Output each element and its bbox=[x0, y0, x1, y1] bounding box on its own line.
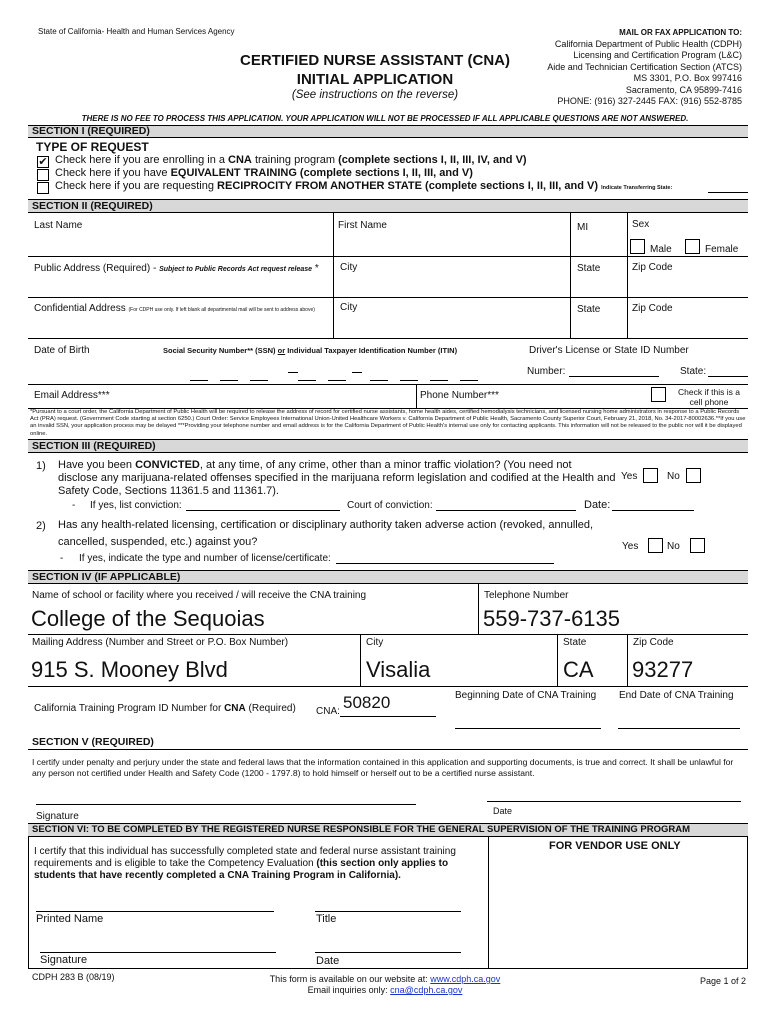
form-title: CERTIFIED NURSE ASSISTANT (CNA) bbox=[240, 52, 510, 69]
section2-heading: SECTION II (REQUIRED) bbox=[28, 199, 748, 213]
mail-line: Aide and Technician Certification Section (ATCS) bbox=[547, 61, 742, 72]
rn-date-field[interactable] bbox=[315, 952, 461, 953]
mailing-address-value[interactable]: 915 S. Mooney Blvd bbox=[31, 657, 228, 682]
label-text: Confidential Address bbox=[34, 303, 129, 314]
dob-label: Date of Birth bbox=[34, 345, 90, 356]
footer-text: Email inquiries only: bbox=[307, 985, 391, 995]
cell-phone-label: Check if this is a cell phone bbox=[678, 387, 740, 407]
rn-signature-label: Signature bbox=[40, 954, 88, 966]
license-type-field[interactable] bbox=[336, 563, 554, 564]
label-text: Individual Taxpayer Identification Number (ITIN) bbox=[285, 346, 458, 355]
pra-note: Subject to Public Records Act request release bbox=[159, 266, 313, 273]
last-name-label: Last Name bbox=[34, 220, 83, 231]
city-label: City bbox=[340, 262, 358, 273]
legal-footnote: *Pursuant to a court order, the California Department of Public Health will be required to release the address of record for certified nurse assistants, home health aides, certified hemodialysis technicians, and licensed nursing home administrators in response to a Public Records Act (PRA) request. (Government Code starting at section 6250.) Court Order: Service Employees International Union-United Healthcare Workers v. California Department of Public Health, Sacramento County Superior Court, February 21, 2018, No. 34-2017-80002636.**If you use an invalid SSN, your application process may be delayed ***Providing your telephone number and email address is for the California Department of Public Health's internal use only for contacting applicants. This information will not be released to the public nor will it be displayed online. bbox=[30, 409, 746, 437]
rn-certification-text bbox=[34, 846, 484, 882]
q-text: Have you been bbox=[58, 459, 136, 471]
opt-bold: (complete sections I, II, III, IV, and V) bbox=[338, 154, 527, 166]
mail-line: Sacramento, CA 95899-7416 bbox=[625, 84, 742, 95]
end-date-field[interactable] bbox=[618, 728, 740, 729]
begin-date-label: Beginning Date of CNA Training bbox=[455, 690, 597, 701]
dl-number-label: Number: bbox=[527, 366, 566, 377]
first-name-label: First Name bbox=[338, 220, 387, 231]
female-checkbox[interactable] bbox=[685, 239, 700, 254]
city-label: City bbox=[366, 637, 384, 648]
mail-line: Licensing and Certification Program (L&C) bbox=[573, 50, 742, 60]
mi-label: MI bbox=[577, 222, 589, 233]
printed-name-field[interactable] bbox=[36, 911, 274, 912]
telephone-value[interactable]: 559-737-6135 bbox=[483, 606, 621, 631]
certification-text: I certify under penalty and perjury under the state and federal laws that the information contained in this application and supporting documents, is true and correct. It shall be unlawful for any person not certified under Health and Safety Code (1200 - 1797.8) to hold himself or herself out to be a certified nurse assistant. bbox=[32, 757, 734, 778]
section3-heading: SECTION III (REQUIRED) bbox=[28, 439, 748, 453]
list-conviction-label: If yes, list conviction: bbox=[90, 500, 182, 511]
school-name-label: Name of school or facility where you received / will receive the CNA training bbox=[32, 590, 367, 601]
reciprocity-checkbox[interactable] bbox=[37, 182, 49, 194]
form-id: CDPH 283 B (08/19) bbox=[32, 972, 115, 982]
q-text: Safety Code, Sections 11361.5 and 11361.7). bbox=[58, 485, 279, 497]
license-type-label: If yes, indicate the type and number of license/certificate: bbox=[79, 553, 331, 564]
equivalent-training-checkbox[interactable] bbox=[37, 169, 49, 181]
date-field[interactable] bbox=[487, 801, 741, 802]
website-line bbox=[0, 974, 770, 984]
email-link[interactable]: cna@cdph.ca.gov bbox=[390, 985, 463, 995]
bullet-dash: - bbox=[72, 500, 76, 511]
zip-label: Zip Code bbox=[632, 303, 673, 314]
conviction-date-label: Date: bbox=[584, 499, 611, 511]
label-bold: CNA bbox=[224, 703, 246, 714]
zip-value[interactable]: 93277 bbox=[632, 657, 694, 682]
label-text: Public Address (Required) - bbox=[34, 263, 160, 274]
asterisk: * bbox=[314, 263, 319, 274]
mail-line: California Department of Public Health (CDPH) bbox=[554, 38, 742, 49]
q2-yes-label: Yes bbox=[622, 541, 639, 552]
cert-bold-line: students that have recently completed a CNA Training Program in California). bbox=[34, 870, 401, 881]
court-field[interactable] bbox=[436, 510, 576, 511]
opt-bold: EQUIVALENT TRAINING (complete sections I, II, III, and V) bbox=[170, 167, 473, 179]
transferring-state-field[interactable] bbox=[708, 192, 748, 193]
drivers-license-label: Driver's License or State ID Number bbox=[529, 345, 689, 356]
label-text: Social Security Number** (SSN) bbox=[163, 346, 278, 355]
cell-phone-checkbox[interactable] bbox=[651, 387, 666, 402]
signature-field[interactable] bbox=[36, 804, 416, 805]
zip-label: Zip Code bbox=[632, 262, 673, 273]
public-address-label bbox=[34, 263, 319, 274]
ssn-label bbox=[163, 346, 457, 355]
dl-state-label: State: bbox=[680, 366, 707, 377]
cna-prefix: CNA: bbox=[316, 706, 340, 717]
label-text: (Required) bbox=[245, 703, 296, 714]
date-label: Date bbox=[493, 806, 513, 816]
bullet-dash: - bbox=[60, 553, 64, 564]
court-of-conviction-label: Court of conviction: bbox=[347, 500, 433, 511]
state-label: State bbox=[563, 637, 587, 648]
q2-no-checkbox[interactable] bbox=[690, 538, 705, 553]
city-value[interactable]: Visalia bbox=[366, 657, 431, 682]
city-label: City bbox=[340, 302, 358, 313]
training-program-id-value[interactable]: 50820 bbox=[343, 693, 391, 712]
email-line bbox=[0, 985, 770, 995]
dl-state-field[interactable] bbox=[708, 376, 748, 377]
page-number: Page 1 of 2 bbox=[699, 976, 746, 986]
cert-line: I certify that this individual has successfully completed state and federal nurse assistant training bbox=[34, 846, 456, 857]
opt-bold: CNA bbox=[228, 154, 252, 166]
mail-line: MS 3301, P.O. Box 997416 bbox=[633, 73, 742, 83]
school-name-value[interactable]: College of the Sequoias bbox=[31, 606, 265, 631]
conviction-date-field[interactable] bbox=[612, 510, 694, 511]
reciprocity-option-label bbox=[55, 180, 672, 192]
q1-yes-label: Yes bbox=[621, 471, 638, 482]
website-link[interactable]: www.cdph.ca.gov bbox=[430, 974, 501, 984]
q-text: , at any time, of any crime, other than a minor traffic violation? (You need not bbox=[199, 459, 572, 471]
title-label: Title bbox=[316, 913, 337, 925]
cert-bold: (this section only applies to bbox=[316, 858, 449, 869]
section1-heading: SECTION I (REQUIRED) bbox=[28, 125, 748, 138]
mail-line: PHONE: (916) 327-2445 FAX: (916) 552-8785 bbox=[557, 96, 742, 106]
begin-date-field[interactable] bbox=[455, 728, 601, 729]
phone-label: Phone Number*** bbox=[420, 390, 499, 401]
no-fee-notice: THERE IS NO FEE TO PROCESS THIS APPLICATION. YOUR APPLICATION WILL NOT BE PROCESSED IF ALL APPLICABLE QUESTIONS ARE NOT ANSWERED. bbox=[81, 114, 689, 123]
state-label: State bbox=[577, 263, 601, 274]
conviction-field[interactable] bbox=[186, 510, 340, 511]
transferring-state-label: Indicate Transferring State: bbox=[601, 185, 673, 191]
q1-yes-checkbox[interactable] bbox=[643, 468, 658, 483]
mail-heading: MAIL OR FAX APPLICATION TO: bbox=[619, 28, 742, 37]
state-label: State bbox=[577, 304, 601, 315]
telephone-label: Telephone Number bbox=[484, 590, 569, 601]
dl-number-field[interactable] bbox=[569, 376, 659, 377]
q1-text bbox=[58, 459, 616, 498]
type-of-request-heading: TYPE OF REQUEST bbox=[36, 140, 149, 154]
section6-heading: SECTION VI: TO BE COMPLETED BY THE REGISTERED NURSE RESPONSIBLE FOR THE GENERAL SUPERVISION OF THE TRAINING PROGRAM bbox=[28, 823, 748, 837]
instructions-note: (See instructions on the reverse) bbox=[291, 89, 459, 101]
end-date-label: End Date of CNA Training bbox=[619, 690, 734, 701]
vendor-use-label: FOR VENDOR USE ONLY bbox=[549, 840, 681, 852]
q2-yes-checkbox[interactable] bbox=[648, 538, 663, 553]
training-program-id-label bbox=[34, 703, 296, 714]
equivalent-option-label bbox=[55, 167, 473, 179]
footer-text: This form is available on our website at: bbox=[269, 974, 431, 984]
opt-text: Check here if you are requesting bbox=[55, 180, 218, 192]
enroll-option-label bbox=[55, 154, 527, 166]
sex-label: Sex bbox=[632, 219, 650, 230]
female-label: Female bbox=[705, 244, 739, 255]
male-label: Male bbox=[650, 244, 672, 255]
mailing-address-block bbox=[547, 27, 742, 108]
rn-date-label: Date bbox=[316, 955, 340, 967]
q2-text-line1: Has any health-related licensing, certification or disciplinary authority taken adverse action (revoked, annulled, bbox=[58, 519, 594, 531]
printed-name-label: Printed Name bbox=[36, 913, 104, 925]
q2-no-label: No bbox=[667, 541, 680, 552]
q-bold: CONVICTED bbox=[135, 459, 200, 471]
cdph-use-note: (For CDPH use only. If left blank all departmental mail will be sent to address above) bbox=[128, 307, 315, 313]
confidential-address-label bbox=[34, 303, 315, 314]
q-text: disclose any marijuana-related offenses specified in the marijuana reform legislation and codified at the Health and bbox=[58, 472, 616, 484]
opt-bold: RECIPROCITY FROM ANOTHER STATE (complete sections I, II, III, and V) bbox=[217, 180, 599, 192]
signature-label: Signature bbox=[36, 811, 79, 822]
email-label: Email Address*** bbox=[34, 390, 110, 401]
male-checkbox[interactable] bbox=[630, 239, 645, 254]
or-text: or bbox=[277, 346, 286, 355]
q1-number: 1) bbox=[36, 460, 46, 472]
q1-no-label: No bbox=[667, 471, 680, 482]
label-text: California Training Program ID Number for bbox=[34, 703, 225, 714]
opt-text: Check here if you have bbox=[55, 167, 171, 179]
opt-text: training program bbox=[251, 154, 339, 166]
zip-label: Zip Code bbox=[633, 637, 674, 648]
section5-heading: SECTION V (REQUIRED) bbox=[28, 736, 748, 750]
cert-text: requirements and is eligible to take the Competency Evaluation bbox=[34, 858, 317, 869]
section4-heading: SECTION IV (IF APPLICABLE) bbox=[28, 570, 748, 584]
agency-name: State of California- Health and Human Services Agency bbox=[38, 27, 235, 36]
q1-no-checkbox[interactable] bbox=[686, 468, 701, 483]
opt-text: Check here if you are enrolling in a bbox=[55, 154, 229, 166]
q2-text-line2: cancelled, suspended, etc.) against you? bbox=[58, 536, 258, 548]
rn-signature-field[interactable] bbox=[40, 952, 276, 953]
mailing-address-label: Mailing Address (Number and Street or P.O. Box Number) bbox=[32, 637, 289, 648]
state-value[interactable]: CA bbox=[563, 657, 594, 682]
q2-number: 2) bbox=[36, 520, 46, 532]
title-field[interactable] bbox=[315, 911, 461, 912]
form-subtitle-title: INITIAL APPLICATION bbox=[296, 71, 454, 88]
enroll-checkbox[interactable]: ✔ bbox=[38, 156, 48, 168]
